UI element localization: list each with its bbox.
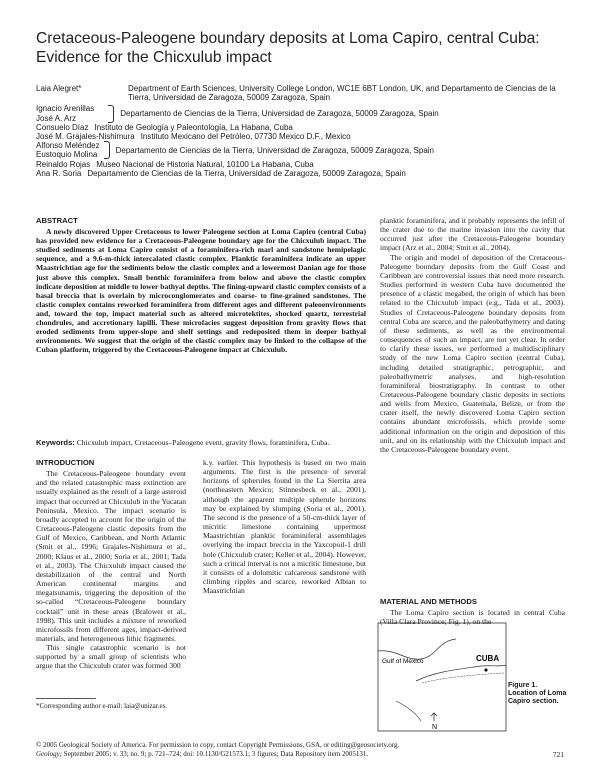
location-map-figure — [376, 621, 571, 736]
paper-title: Cretaceous-Paleogene boundary deposits at Loma Capiro, central Cuba: Evidence for the Chicxulub impact — [36, 30, 540, 66]
author-affiliation: Instituto Mexicano del Petróleo, 07730 Mexico D.F., Mexico — [140, 132, 351, 142]
copyright-line: © 2005 Geological Society of America. For permission to copy, contact Copyright Permissions, GSA, or editing@geosociety.org. — [36, 741, 400, 749]
author-row — [36, 160, 566, 169]
author-name: José A. Arz — [36, 113, 77, 123]
paragraph: k.y. earlier. This hypothesis is based on two main arguments. The first is the presence of several horizons of spherules found in the La Sierrita area (northeastern Mexico; Stinnesbeck et al., 2001), although the apparent multiple spherule horizons may be explained by slumping (Soria et al., 2001). The second is the presence of a 50-cm-thick layer of micritic limestone containing uppermost Maastrichtian planktic foraminiferal assemblages overlying the impact breccia in the Yaxcopoil-1 drill hole (Chicxulub crater; Keller et al., 2004). However, such a critical interval is not a micritic limestone, but it consists of a dolomitic calcareous sandstone with climbing ripples and scarce, reworked Albian to Maastrichtian — [203, 458, 366, 596]
paragraph: planktic foraminifera, and it probably represents the infill of the crater due to the marine invasion into the cavity that occurred just after the Cretaceous-Paleogene boundary impact (Arz et al., 2004; Smit et al., 2004). — [380, 216, 565, 253]
cuba-label: CUBA — [476, 654, 500, 663]
author-group-names — [36, 141, 100, 159]
paragraph: The origin and model of deposition of the Cretaceous-Paleogene boundary deposits from the Gulf Coast and Caribbean are controversial issues that need more research. Studies performed in western Cuba have documented the presence of a clastic megabed, the origin of which has been related to the Chicxulub impact (e.g., Tada et al., 2003). Studies of Cretaceous-Paleogene boundary deposits from central Cuba are scarce, and the paleobathymetry and dating of these sediments, as well as the environmental consequences of such an impact, are not yet clear. In order to clarify these issues, we performed a multidisciplinary study of the new Loma Capiro section (central Cuba), including detailed stratigraphic, petrographic, and paleobathymetric analyses, and high-resolution foraminiferal biostratigraphy. In contrast to other Cretaceous-Paleogene boundary clastic deposits in sections and wells from Mexico, Guatemala, Belize, or from the crater itself, the newly discovered Loma Capiro section contains abundant microfossils, which provide some additional information on the origin and deposition of this unit, and on its relationship with the Chicxulub impact and the Cretaceous-Paleogene boundary event. — [380, 252, 565, 454]
author-name: Reinaldo Rojas — [36, 159, 91, 169]
north-label: N — [432, 724, 438, 731]
author-affiliation: Museo Nacional de Historia Natural, 10100 La Habana, Cuba — [96, 159, 314, 169]
keywords-label: Keywords: — [36, 438, 75, 447]
copyright-block — [36, 741, 566, 759]
site-marker — [484, 668, 487, 671]
column-right — [380, 216, 565, 454]
north-arrow-icon — [431, 713, 437, 721]
abstract-text: A newly discovered Upper Cretaceous to lower Paleogene section at Loma Capiro (central Cuba) has provided new evidence for a Cretaceous-Paleogene boundary age for the Chicxulub impact. The studied sediments at Loma Capiro consist of a foraminifera-rich marl and sandstone hemipelagic sequence, and a 9.6-m-thick intercalated clastic complex. Planktic foraminifera indicate an upper Maastrichtian age for the sediments below the clastic complex and a lowermost Danian age for those just above this complex. Small benthic foraminifera from below and above the clastic complex indicate deposition at middle to lower bathyal depths. The fining-upward clastic complex consists of a basal breccia that is overlain by microconglomerates and coarse- to fine-grained sandstones. The clastic complex contains reworked foraminifera from different ages and different paleoenvironments and, toward the top, impact material such as altered microtektites, shocked quartz, terrestrial chondrules, and accretionary lapilli. These microfacies suggest deposition from gravity flows that eroded sediments from upper-slope and shelf settings and redeposited them in deeper bathyal environments. We suggest that the origin of the clastic complex may be linked to the collapse of the Cuban platform, triggered by the Cretaceous-Paleogene impact at Chicxulub. — [36, 227, 366, 355]
footnote-rule — [36, 698, 96, 699]
author-affiliation: Department of Earth Sciences, University College London, WC1E 6BT London, UK, and Departamento de Ciencias de la Tierra, Universidad de Zaragoza, 50009 Zaragoza, Spain — [128, 84, 556, 103]
author-name: Alfonso Meléndez — [36, 141, 100, 151]
author-row — [36, 132, 566, 141]
gulf-label: Gulf of Mexico — [382, 658, 424, 665]
coastline — [416, 665, 506, 681]
keywords-text: Chicxulub impact, Cretaceous–Paleogene event, gravity flows, foraminifera, Cuba. — [76, 438, 330, 447]
column-middle — [203, 458, 366, 595]
abstract — [36, 216, 366, 354]
footnote: *Corresponding author e-mail: laia@unizar.es. — [36, 702, 168, 710]
author-affiliation: Departamento de Ciencias de la Tierra, Universidad de Zaragoza, 50009 Zaragoza, Spain — [115, 145, 434, 155]
author-affiliation: Departamento de Ciencias de la Tierra, Universidad de Zaragoza, 50009 Zaragoza, Spain — [87, 168, 406, 178]
paragraph: The Cretaceous-Paleogene boundary event and the related catastrophic mass extinction are usually explained as the result of a large asteroid impact that occurred at Chicxulub in the Yucatan Peninsula, Mexico. The impact scenario is broadly accepted to account for the origin of the Cretaceous-Paleogene clastic deposits from the Gulf of Mexico, Caribbean, and North Atlantic (Smit et al., 1996; Grajales-Nishimura et al., 2000; Klaus et al., 2000; Soria et al., 2001; Tada et al., 2003). The Chicxulub impact caused the destabilization of the central and North American continental margins and megatsunamis, triggering the deposition of the so-called “Cretaceous-Paleogene boundary cocktail” unit in these areas (Bralower et al., 1998). This unit includes a mixture of reworked microfossils from different ages, impact-derived materials, and heterogeneous lithic fragments. — [36, 469, 186, 643]
author-name: Eustoquio Molina — [36, 150, 98, 160]
keywords — [36, 438, 366, 447]
author-name: Laia Alegret* — [36, 84, 82, 93]
journal-name: Geology; — [36, 750, 63, 758]
paragraph: The Loma Capiro section is located in central Cuba (Villa Clara Province; Fig. 1), on the — [380, 608, 565, 627]
author-group — [36, 141, 566, 159]
author-row — [36, 123, 566, 132]
introduction-heading: INTRODUCTION — [36, 458, 95, 467]
author-affiliation: Instituto de Geología y Paleontología, La Habana, Cuba — [94, 122, 293, 132]
citation-line — [36, 750, 566, 759]
author-row — [36, 169, 566, 178]
column-left — [36, 458, 186, 671]
author-group — [36, 104, 566, 122]
author-affiliation: Departamento de Ciencias de la Tierra, Universidad de Zaragoza, 50009 Zaragoza, Spain — [120, 109, 439, 118]
coastline — [396, 701, 421, 721]
figure-caption: Figure 1. Location of Loma Capiro section. — [508, 682, 567, 705]
paragraph: This single catastrophic scenario is not supported by a small group of scientists who argue that the Chicxulub crater was formed 300 — [36, 643, 186, 671]
abstract-heading: ABSTRACT — [36, 216, 78, 225]
author-list — [36, 84, 566, 178]
brace — [104, 141, 110, 159]
brace — [108, 105, 114, 123]
map-frame — [378, 623, 506, 731]
page-number: 721 — [552, 750, 564, 759]
author-name: Ana R. Soria — [36, 168, 82, 178]
coastline — [378, 639, 456, 659]
author-name: José M. Grajales-Nishimura — [36, 132, 135, 142]
methods-heading: MATERIAL AND METHODS — [380, 597, 477, 606]
author-row — [36, 84, 566, 102]
author-group-names — [36, 104, 94, 122]
citation-text: September 2005; v. 33; no. 9; p. 721–724; doi: 10.1130/G21573.1; 3 figures; Data Repository item 2005131. — [63, 750, 369, 758]
author-name: Consuelo Díaz — [36, 122, 89, 132]
author-name: Ignacio Arenillas — [36, 104, 95, 114]
